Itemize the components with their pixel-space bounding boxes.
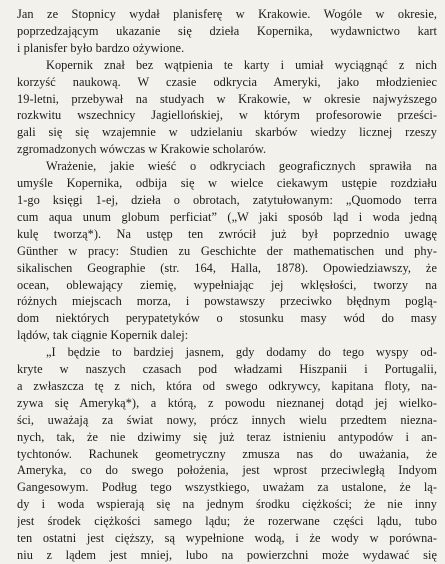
quote-line: Gangesowym. Podług tego wszystkiego, uważam za ustalone, że lą- <box>17 480 437 495</box>
text-line: rozkwitu wszechnicy Jagiellońskiej, w którym profesorowie prześci- <box>17 108 437 123</box>
quote-line: nych, tak, że nie dziwimy się już teraz istnieniu antypodów i an- <box>17 429 437 444</box>
quote-line: jest środek ciężkości samego lądu; że rozerwane części lądu, tubo <box>17 514 437 529</box>
text-line: cum aqua unum globum perficiat” („W jaki sposób ląd i woda jedną <box>17 209 437 224</box>
text-line: dom niektórych perypatetyków o stosunku masy wód do masy <box>17 311 437 326</box>
text-line: poprzedzającym ukazanie się dzieła Kopernika, wydawnictwo kart <box>17 23 437 38</box>
quote-line: tychtonów. Rachunek geometryczny zmusza nas do uważania, że <box>17 446 437 461</box>
paragraph-start-line: Wrażenie, jakie wieść o odkryciach geograficznych sprawiła na <box>46 159 437 174</box>
quote-start-line: „I będzie to bardziej jasnem, gdy dodamy do tego wyspy od- <box>46 345 437 360</box>
quote-line: ten ostatni jest cięższy, są wypełnione wodą, i że wody w porówna- <box>17 531 437 546</box>
quote-line: a zwłaszcza tę z nich, która od swego odkrywcy, kapitana floty, na- <box>17 378 437 393</box>
text-line: 1-go księgi 1-ej, dzieła o obrotach, zatytułowanym: „Quomodo terra <box>17 192 437 207</box>
paragraph-start-line: Kopernik znał bez wątpienia te karty i umiał wyciągnąć z nich <box>46 57 437 72</box>
page-body-text <box>17 6 437 564</box>
text-line: Günther w pracy: Studien zu Geschichte der mathematischen und phy- <box>17 243 437 258</box>
text-line: umyśle Kopernika, odbija się w wielce ciekawym ustępie rozdziału <box>17 176 437 191</box>
text-line: 19-letni, przebywał na studyach w Krakowie, w okresie najwyższego <box>17 91 437 106</box>
text-line: gali się się wzajemnie w udzielaniu skarbów wiedzy licznej rzeszy <box>17 125 437 140</box>
quote-line: Ameryka, co do swego położenia, jest wprost przeciwległą Indyom <box>17 463 437 478</box>
text-line: i planisfer było bardzo ożywione. <box>17 40 185 55</box>
quote-line: zywa się Ameryką*), a którą, z powodu nieznanej dotąd jej wielko- <box>17 395 437 410</box>
quote-line: kryte w naszych czasach pod władzami Hiszpanii i Portugalii, <box>17 362 437 377</box>
text-line: lądów, tak ciągnie Kopernik dalej: <box>17 328 189 343</box>
text-line: korzyść naukową. W czasie odkrycia Ameryki, jako młodzieniec <box>17 74 437 89</box>
quote-line: ści, uważają za świat nowy, prócz innych wielu przedtem niezna- <box>17 412 437 427</box>
text-line: ocean, oblewający ziemię, wypełniając jej wklęsłości, tworzy na <box>17 277 437 292</box>
text-line: Jan ze Stopnicy wydał planisferę w Krakowie. Wogóle w okresie, <box>17 7 437 21</box>
text-line: zgromadzonych wówczas w Krakowie scholarów. <box>17 142 267 157</box>
quote-line: dy i woda wspierają się na jednym środku ciężkości; że nie inny <box>17 497 437 512</box>
text-line: różnych miejscach morza, i powstawszy przeciwko błędnym poglą- <box>17 294 437 309</box>
text-line: kulę tworzą*). Na ustęp ten zwrócił już był poprzednio uwagę <box>17 226 437 241</box>
quote-line: niu z lądem jest mniej, lubo na powierzchni może wydawać się <box>17 548 437 562</box>
text-line: sikalischen Geographie (str. 164, Halla, 1878). Opowiedziawszy, że <box>17 260 437 275</box>
